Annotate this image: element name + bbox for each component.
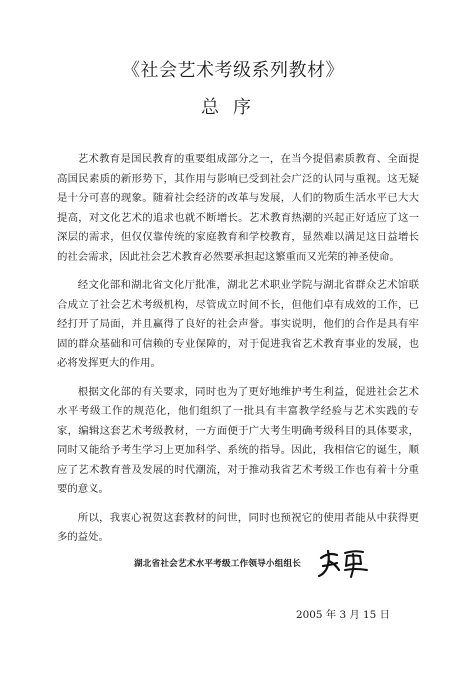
paragraph-1: 艺术教育是国民教育的重要组成部分之一，在当今提倡素质教育、全面提高国民素质的新形势下，其作用与影响已受到社会广泛的认同与重视。这无疑是十分可喜的现象。随着社会经济的改革与发展，人们的物质生活水平已大大提高，对文化艺术的追求也就不断增长。艺术教育热潮的兴起正好适应了这一深层的需求，但仅仅靠传统的家庭教育和学校教育，显然难以满足这日益增长的社会需求，因此社会艺术教育必然要承担起这繁重而又光荣的神圣使命。 (57, 153, 419, 263)
paragraph-4: 所以，我衷心祝贺这套教材的问世，同时也预祝它的使用者能从中获得更多的益处。 (57, 511, 419, 543)
series-title: 《社会艺术考级系列教材》 (122, 60, 344, 81)
document-title: 总序 (201, 97, 265, 118)
paragraph-2: 经文化部和湖北省文化厅批准，湖北艺术职业学院与湖北省群众艺术馆联合成立了社会艺术考级机构，尽管成立时间不长，但他们卓有成效的工作，已经打开了局面，并且赢得了良好的社会声誉。事实说明，他们的合作是具有牢固的群众基础和可信赖的专业保障的，对于促进我省艺术教育事业的发展，也必将发挥更大的作用。 (57, 279, 419, 369)
signature-block (134, 546, 375, 580)
signature-date: 2005 年 3 月 15 日 (296, 609, 390, 621)
handwritten-signature (315, 546, 375, 580)
paragraph-3: 根据文化部的有关要求，同时也为了更好地维护考生利益，促进社会艺术水平考级工作的规范化，他们组织了一批具有丰富教学经验与艺术实践的专家，编辑这套艺术考级教材，一方面便于广大考生明确考级科目的具体要求，同时又能给予考生学习上更加科学、系统的指导。因此，我相信它的诞生，顺应了艺术教育普及发展的时代潮流，对于推动我省艺术考级工作也有着十分重要的意义。 (57, 385, 419, 495)
preface-body (57, 150, 419, 557)
signatory-title: 湖北省社会艺术水平考级工作领导小组组长 (134, 559, 302, 569)
